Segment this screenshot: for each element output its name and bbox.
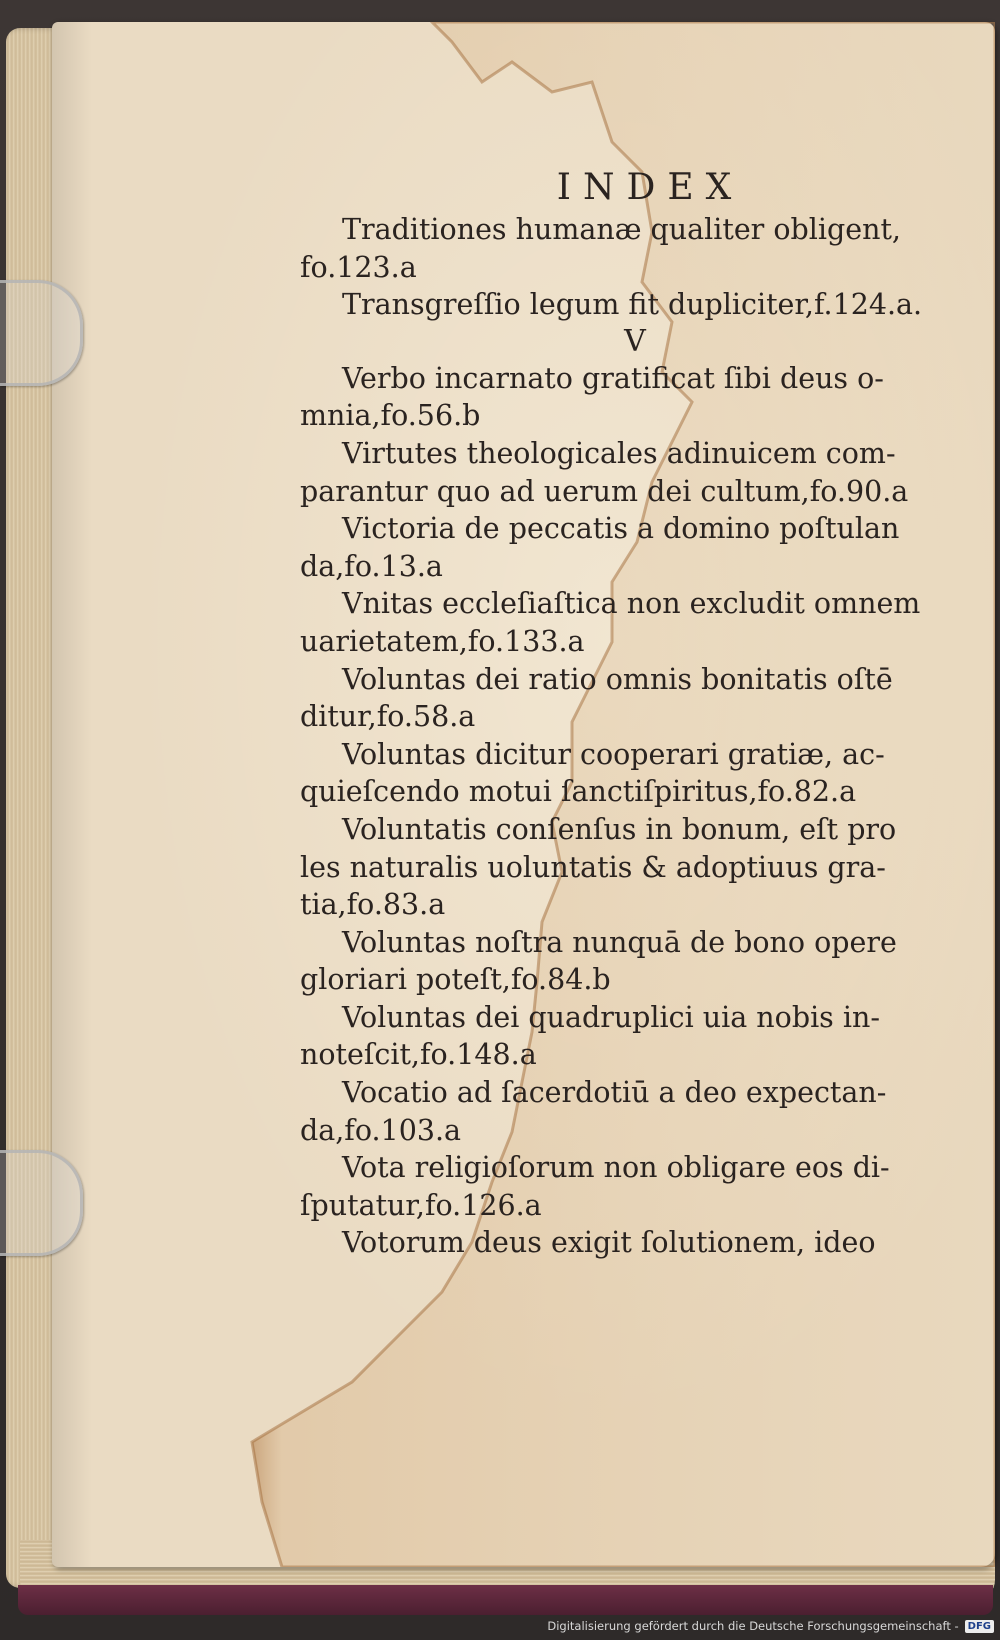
entry-line: Vota religioſorum non obligare eos di- [342, 1151, 890, 1185]
entry-line: Traditiones humanæ qualiter obligent, [342, 213, 901, 246]
entry-line: Voluntas dei ratio omnis bonitatis oſtē [342, 662, 893, 696]
entry-continuation-line: noteſcit,fo.148.a [300, 1038, 537, 1072]
credit-text: Digitalisierung gefördert durch die Deutsche Forschungsgemeinschaft - [547, 1619, 959, 1633]
paper-clip-top [0, 280, 83, 386]
entry-line: Virtutes theologicales adinuicem com- [342, 436, 896, 470]
entry-continuation-line: da,fo.103.a [300, 1113, 462, 1147]
index-entry [300, 211, 940, 286]
entry-line: Vocatio ad ſacerdotiū a deo expectan- [342, 1076, 887, 1110]
index-entry [300, 510, 940, 585]
index-entry [300, 736, 940, 811]
entry-continuation-line: uarietatem,fo.133.a [300, 624, 585, 658]
entry-line: Voluntas dicitur cooperari gratiæ, ac- [342, 737, 885, 771]
paper-clip-bottom [0, 1150, 83, 1256]
entry-line: Transgreſſio legum fit dupliciter,f.124.a. [342, 288, 923, 322]
entry-continuation-line: les naturalis uoluntatis & adoptiuus gra- [300, 850, 886, 884]
index-entry [300, 1224, 940, 1262]
entry-continuation-line: fo.123.a [300, 250, 417, 284]
entry-line: Voluntatis conſenſus in bonum, eſt pro [342, 812, 897, 846]
page-edges [6, 28, 58, 1588]
entry-continuation-line: ditur,fo.58.a [300, 700, 476, 734]
index-entry [300, 811, 940, 924]
index-entry [300, 360, 940, 435]
index-entry [300, 585, 940, 660]
index-entry [300, 1074, 940, 1149]
entry-line: Vnitas eccleſiaſtica non excludit omnem [342, 587, 921, 621]
entry-continuation-line: gloriari poteſt,fo.84.b [300, 963, 611, 997]
entry-line: Voluntas noſtra nunquā de bono opere [342, 925, 897, 959]
entry-line: Verbo incarnato gratificat ſibi deus o- [342, 361, 884, 395]
entry-line: Victoria de peccatis a domino poſtulan [342, 512, 900, 546]
index-entry [300, 1149, 940, 1224]
entry-continuation-line: mnia,fo.56.b [300, 399, 481, 433]
page-header: INDEX [556, 167, 744, 208]
entry-continuation-line: da,fo.13.a [300, 549, 443, 583]
book-binding [18, 1585, 993, 1615]
index-entry [300, 999, 940, 1074]
entry-continuation-line: parantur quo ad uerum dei cultum,fo.90.a [300, 474, 909, 508]
section-letter: V [624, 323, 646, 359]
index-text-block [300, 165, 940, 1262]
index-entry [300, 286, 940, 324]
dfg-logo: DFG [965, 1620, 994, 1633]
entry-line: Votorum deus exigit ſolutionem, ideo [342, 1226, 876, 1260]
entry-continuation-line: quieſcendo motui ſanctiſpiritus,fo.82.a [300, 775, 857, 809]
entry-continuation-line: tia,fo.83.a [300, 888, 446, 922]
footer-credit [547, 1616, 994, 1636]
entry-line: Voluntas dei quadruplici uia nobis in- [342, 1000, 880, 1034]
index-entry [300, 661, 940, 736]
index-entry [300, 435, 940, 510]
index-entry [300, 924, 940, 999]
entry-continuation-line: ſputatur,fo.126.a [300, 1188, 542, 1222]
index-entries [300, 211, 940, 1262]
